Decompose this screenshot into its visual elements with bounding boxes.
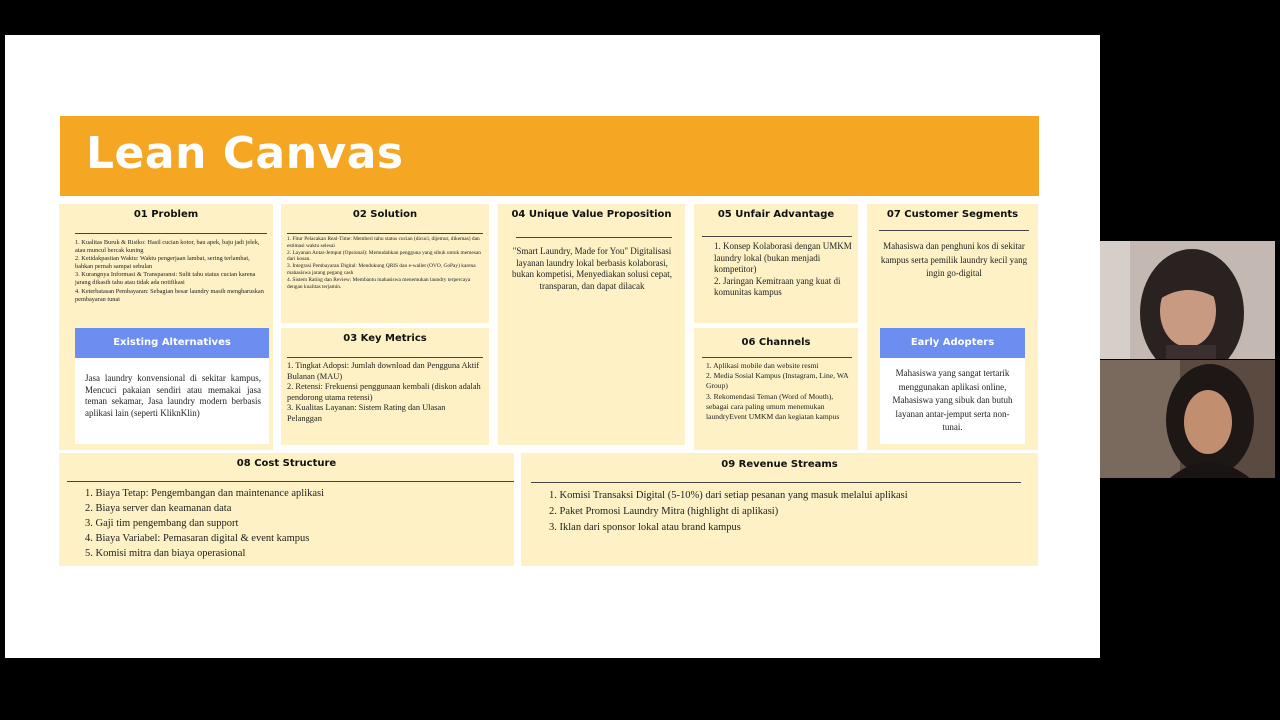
customer-segments-text: Mahasiswa dan penghuni kos di sekitar kampus serta pemilik laundry kecil yang ingin go-digital <box>880 241 1028 278</box>
uvp-title: 04 Unique Value Proposition <box>511 209 672 220</box>
revenue-streams-list <box>549 488 1029 536</box>
channels-item: 1. Aplikasi mobile dan website resmi <box>706 361 819 370</box>
existing-alternatives-card <box>75 358 269 444</box>
solution-item: 1. Fitur Pelacakan Real-Time: Memberi tahu status cucian (dicuci, dijemur, dikemas) dan estimasi waktu selesai <box>287 236 480 249</box>
solution-item: 4. Sistem Rating dan Review: Membantu mahasiswa menemukan laundry terpercaya dengan kualitas terjamin. <box>287 276 471 290</box>
key-metrics-box <box>281 328 489 445</box>
solution-title: 02 Solution <box>352 209 418 220</box>
cost-structure-item: 3. Gaji tim pengembang dan support <box>85 518 239 529</box>
problem-list <box>75 239 265 304</box>
existing-alternatives-text: Jasa laundry konvensional di sekitar kampus, Mencuci pakaian sendiri atau memakai jasa teman sekamar, Jasa laundry modern berbasis aplikasi lain (seperti KliknKlin) <box>85 373 261 418</box>
unfair-advantage-item: 1. Konsep Kolaborasi dengan UMKM laundry lokal (bukan menjadi kompetitor) <box>714 241 852 274</box>
cost-structure-box <box>59 453 514 566</box>
early-adopters-header: Early Adopters <box>880 328 1025 358</box>
person-avatar-icon <box>1100 360 1275 478</box>
customer-segments-divider <box>879 230 1029 231</box>
participant-video-2[interactable] <box>1100 360 1275 478</box>
problem-title: 01 Problem <box>133 209 199 220</box>
unfair-advantage-divider <box>702 236 852 237</box>
unfair-advantage-list <box>714 241 852 299</box>
cost-structure-item: 5. Komisi mitra dan biaya operasional <box>85 548 246 559</box>
early-adopters-card <box>880 358 1025 444</box>
channels-item: 2. Media Sosial Kampus (Instagram, Line, WA Group) <box>706 371 849 391</box>
early-adopters-text: Mahasiswa yang sangat tertarik menggunakan aplikasi online, Mahasiswa yang sibuk dan butuh layanan antar-jemput serta non-tunai. <box>892 368 1013 432</box>
solution-list <box>287 236 483 290</box>
revenue-streams-title: 09 Revenue Streams <box>721 459 838 470</box>
channels-title: 06 Channels <box>741 337 811 348</box>
participant-video-1[interactable] <box>1100 241 1275 359</box>
channels-item: 3. Rekomendasi Teman (Word of Mouth), sebagai cara paling umum menemukan laundryEvent UMKM dan kegiatan kampus <box>706 391 840 422</box>
key-metrics-list <box>287 361 481 425</box>
solution-box <box>281 204 489 323</box>
channels-box <box>694 328 858 450</box>
key-metrics-divider <box>287 357 483 358</box>
problem-item: 2. Ketidakpastian Waktu: Waktu pengerjaan lambat, sering terlambat, bahkan pernah sampai sebulan <box>75 255 250 271</box>
slide-title: Lean Canvas <box>86 128 404 179</box>
revenue-streams-item: 3. Iklan dari sponsor lokal atau brand kampus <box>549 522 741 533</box>
cost-structure-divider <box>67 481 514 482</box>
canvas-header <box>60 116 1039 196</box>
problem-box <box>59 204 273 450</box>
existing-alternatives-header: Existing Alternatives <box>75 328 269 358</box>
key-metrics-item: 2. Retensi: Frekuensi penggunaan kembali (diskon adalah pendorong utama retensi) <box>287 382 481 402</box>
customer-segments-box <box>867 204 1038 450</box>
problem-item: 4. Keterbatasan Pembayaran: Sebagian besar laundry masih mengharuskan pembayaran tunai <box>75 287 264 303</box>
problem-divider <box>75 233 267 234</box>
problem-item: 1. Kualitas Buruk & Risiko: Hasil cucian kotor, bau apek, baju jadi jelek, atau muncul bercak kuning <box>75 239 260 255</box>
cost-structure-item: 1. Biaya Tetap: Pengembangan dan maintenance aplikasi <box>85 488 325 499</box>
presentation-slide <box>5 35 1100 658</box>
channels-divider <box>702 357 852 358</box>
uvp-text: "Smart Laundry, Made for You" Digitalisasi layanan laundry lokal berbasis kolaborasi, bukan kompetisi, Menyediakan solusi cepat, transparan, dan dapat dilacak <box>512 246 672 291</box>
cost-structure-title: 08 Cost Structure <box>236 458 337 469</box>
person-avatar-icon <box>1100 241 1275 359</box>
key-metrics-item: 1. Tingkat Adopsi: Jumlah download dan Pengguna Aktif Bulanan (MAU) <box>287 361 480 381</box>
key-metrics-title: 03 Key Metrics <box>343 333 427 344</box>
uvp-divider <box>516 237 672 238</box>
unfair-advantage-item: 2. Jaringan Kemitraan yang kuat di komunitas kampus <box>714 275 841 297</box>
channels-list <box>706 361 852 422</box>
revenue-streams-item: 1. Komisi Transaksi Digital (5-10%) dari setiap pesanan yang masuk melalui aplikasi <box>549 490 908 501</box>
cost-structure-list <box>85 486 505 561</box>
revenue-streams-divider <box>531 482 1021 483</box>
revenue-streams-box <box>521 453 1038 566</box>
unfair-advantage-title: 05 Unfair Advantage <box>717 209 835 220</box>
solution-item: 3. Integrasi Pembayaran Digital: Mendukung QRIS dan e-wallet (OVO, GoPay) karena mahasiswa jarang pegang cash <box>287 263 476 276</box>
revenue-streams-item: 2. Paket Promosi Laundry Mitra (highlight di aplikasi) <box>549 506 779 517</box>
cost-structure-item: 2. Biaya server dan keamanan data <box>85 503 232 514</box>
solution-divider <box>287 233 483 234</box>
key-metrics-item: 3. Kualitas Layanan: Sistem Rating dan Ulasan Pelanggan <box>287 403 446 423</box>
solution-item: 2. Layanan Antar-Jemput (Opsional): Memudahkan pengguna yang sibuk untuk memesan dari kosan. <box>287 249 481 263</box>
uvp-box <box>498 204 685 445</box>
cost-structure-item: 4. Biaya Variabel: Pemasaran digital & event kampus <box>85 533 310 544</box>
problem-item: 3. Kurangnya Informasi & Transparansi: Sulit tahu status cucian karena jarang dikasih tahu atau tidak ada notifikasi <box>75 271 256 287</box>
unfair-advantage-box <box>694 204 858 323</box>
customer-segments-title: 07 Customer Segments <box>886 209 1019 220</box>
